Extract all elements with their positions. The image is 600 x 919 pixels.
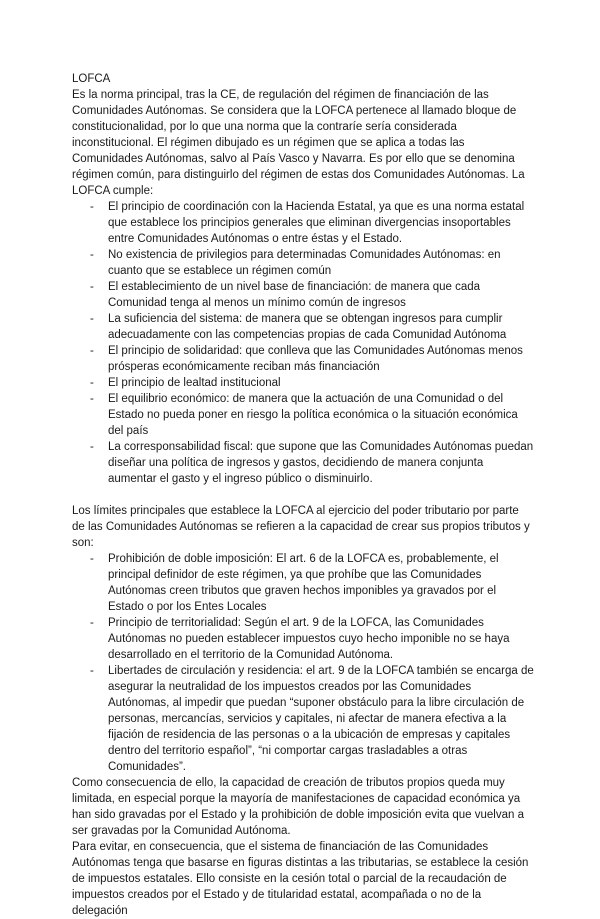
limit-item: - Libertades de circulación y residencia: el art. 9 de la LOFCA también se encarga de asegurar la neutralidad de los impuestos creados por las Comunidades Autónomas, al impedir que puedan “suponer obstáculo para la libre circulación de personas, mercancías, servicios y capitales, ni afectar de manera efectiva a la fijación de residencia de las personas o a la ubicación de empresas y capitales dentro del territorio español”, “ni comportar cargas trasladables a otras Comunidades”. bbox=[72, 663, 534, 775]
principle-item: - El principio de solidaridad: que conlleva que las Comunidades Autónomas menos prósperas económicamente reciban más financiación bbox=[72, 343, 534, 375]
limits-list bbox=[72, 551, 534, 775]
limit-item: - Principio de territorialidad: Según el art. 9 de la LOFCA, las Comunidades Autónomas no pueden establecer impuestos cuyo hecho imponible no se haya desarrollado en el territorio de la Comunidad Autónoma. bbox=[72, 615, 534, 663]
principle-item: - No existencia de privilegios para determinadas Comunidades Autónomas: en cuanto que se establece un régimen común bbox=[72, 247, 534, 279]
principle-item: - El establecimiento de un nivel base de financiación: de manera que cada Comunidad tenga al menos un mínimo común de ingresos bbox=[72, 279, 534, 311]
limit-item: - Prohibición de doble imposición: El art. 6 de la LOFCA es, probablemente, el principal definidor de este régimen, ya que prohíbe que las Comunidades Autónomas creen tributos que graven hechos imponibles ya gravados por el Estado o por los Entes Locales bbox=[72, 551, 534, 615]
document-title: LOFCA bbox=[72, 73, 111, 85]
principle-item: - El principio de lealtad institucional bbox=[72, 375, 534, 391]
intro-paragraph: Es la norma principal, tras la CE, de regulación del régimen de financiación de las Comunidades Autónomas. Se considera que la LOFCA pertenece al llamado bloque de constitucionalidad, por lo que una norma que la contraríe sería considerada inconstitucional. El régimen dibujado es un régimen que se aplica a todas las Comunidades Autónomas, salvo al País Vasco y Navarra. Es por ello que se denomina régimen común, para distinguirlo del régimen de estas dos Comunidades Autónomas. La LOFCA cumple: bbox=[72, 89, 525, 197]
principle-item: - La corresponsabilidad fiscal: que supone que las Comunidades Autónomas puedan diseñar una política de ingresos y gastos, decidiendo de manera conjunta aumentar el gasto y el ingreso público o disminuirlo. bbox=[72, 439, 534, 487]
principle-item: - El equilibrio económico: de manera que la actuación de una Comunidad o del Estado no pueda poner en riesgo la política económica o la situación económica del país bbox=[72, 391, 534, 439]
principle-item: - La suficiencia del sistema: de manera que se obtengan ingresos para cumplir adecuadamente con las competencias propias de cada Comunidad Autónoma bbox=[72, 311, 534, 343]
principle-item: - El principio de coordinación con la Hacienda Estatal, ya que es una norma estatal que establece los principios generales que eliminan divergencias insoportables entre Comunidades Autónomas o entre éstas y el Estado. bbox=[72, 199, 534, 247]
consequence-paragraph: Como consecuencia de ello, la capacidad de creación de tributos propios queda muy limitada, en especial porque la mayoría de manifestaciones de capacidad económica ya han sido gravadas por el Estado y la prohibición de doble imposición evita que vuelvan a ser gravadas por la Comunidad Autónoma. bbox=[72, 777, 524, 837]
paragraph-gap bbox=[72, 487, 534, 503]
principles-list bbox=[72, 199, 534, 487]
document-body bbox=[72, 71, 534, 919]
cession-paragraph: Para evitar, en consecuencia, que el sistema de financiación de las Comunidades Autónomas tenga que basarse en figuras distintas a las tributarias, se establece la cesión de impuestos estatales. Ello consiste en la cesión total o parcial de la recaudación de impuestos creados por el Estado y de titularidad estatal, acompañada o no de la delegación bbox=[72, 841, 529, 917]
limits-intro-paragraph: Los límites principales que establece la LOFCA al ejercicio del poder tributario por parte de las Comunidades Autónomas se refieren a la capacidad de crear sus propios tributos y son: bbox=[72, 505, 530, 549]
